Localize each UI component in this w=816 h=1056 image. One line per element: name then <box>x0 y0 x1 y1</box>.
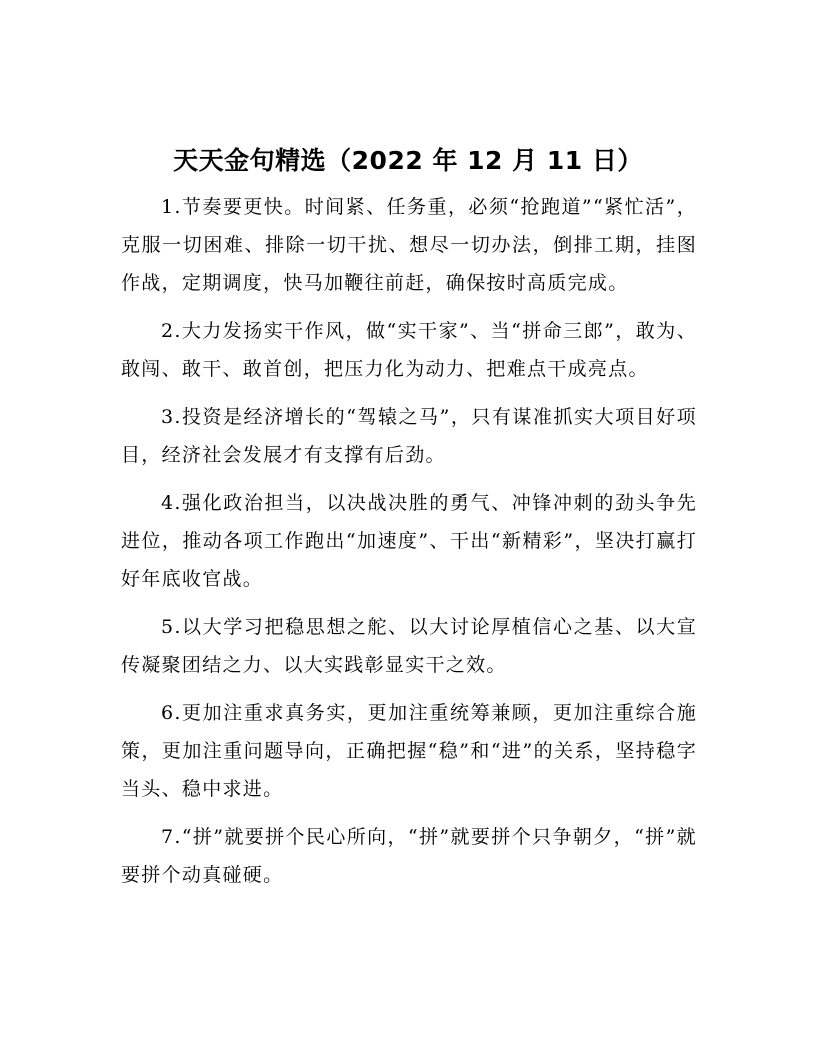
paragraph-5: 5.以大学习把稳思想之舵、以大讨论厚植信心之基、以大宣传凝聚团结之力、以大实践彰显实干之效。 <box>121 616 697 676</box>
document-body <box>121 188 697 904</box>
paragraph-1: 1.节奏要更快。时间紧、任务重，必须“抢跑道”“紧忙活”，克服一切困难、排除一切干扰、想尽一切办法，倒排工期，挂图作战，定期调度，快马加鞭往前赶，确保按时高质完成。 <box>121 196 697 294</box>
paragraph-4: 4.强化政治担当，以决战决胜的勇气、冲锋冲刺的劲头争先进位，推动各项工作跑出“加速度”、干出“新精彩”，坚决打赢打好年底收官战。 <box>121 492 697 590</box>
paragraph-2: 2.大力发扬实干作风，做“实干家”、当“拼命三郎”，敢为、敢闯、敢干、敢首创，把压力化为动力、把难点干成亮点。 <box>121 320 697 380</box>
paragraph-6: 6.更加注重求真务实，更加注重统筹兼顾，更加注重综合施策，更加注重问题导向，正确把握“稳”和“进”的关系，坚持稳字当头、稳中求进。 <box>121 702 697 800</box>
paragraph-3: 3.投资是经济增长的“驾辕之马”，只有谋准抓实大项目好项目，经济社会发展才有支撑有后劲。 <box>121 406 697 466</box>
paragraph-7: 7.“拼”就要拼个民心所向，“拼”就要拼个只争朝夕，“拼”就要拼个动真碰硬。 <box>121 826 697 886</box>
document-title: 天天金句精选（2022 年 12 月 11 日） <box>173 146 643 175</box>
